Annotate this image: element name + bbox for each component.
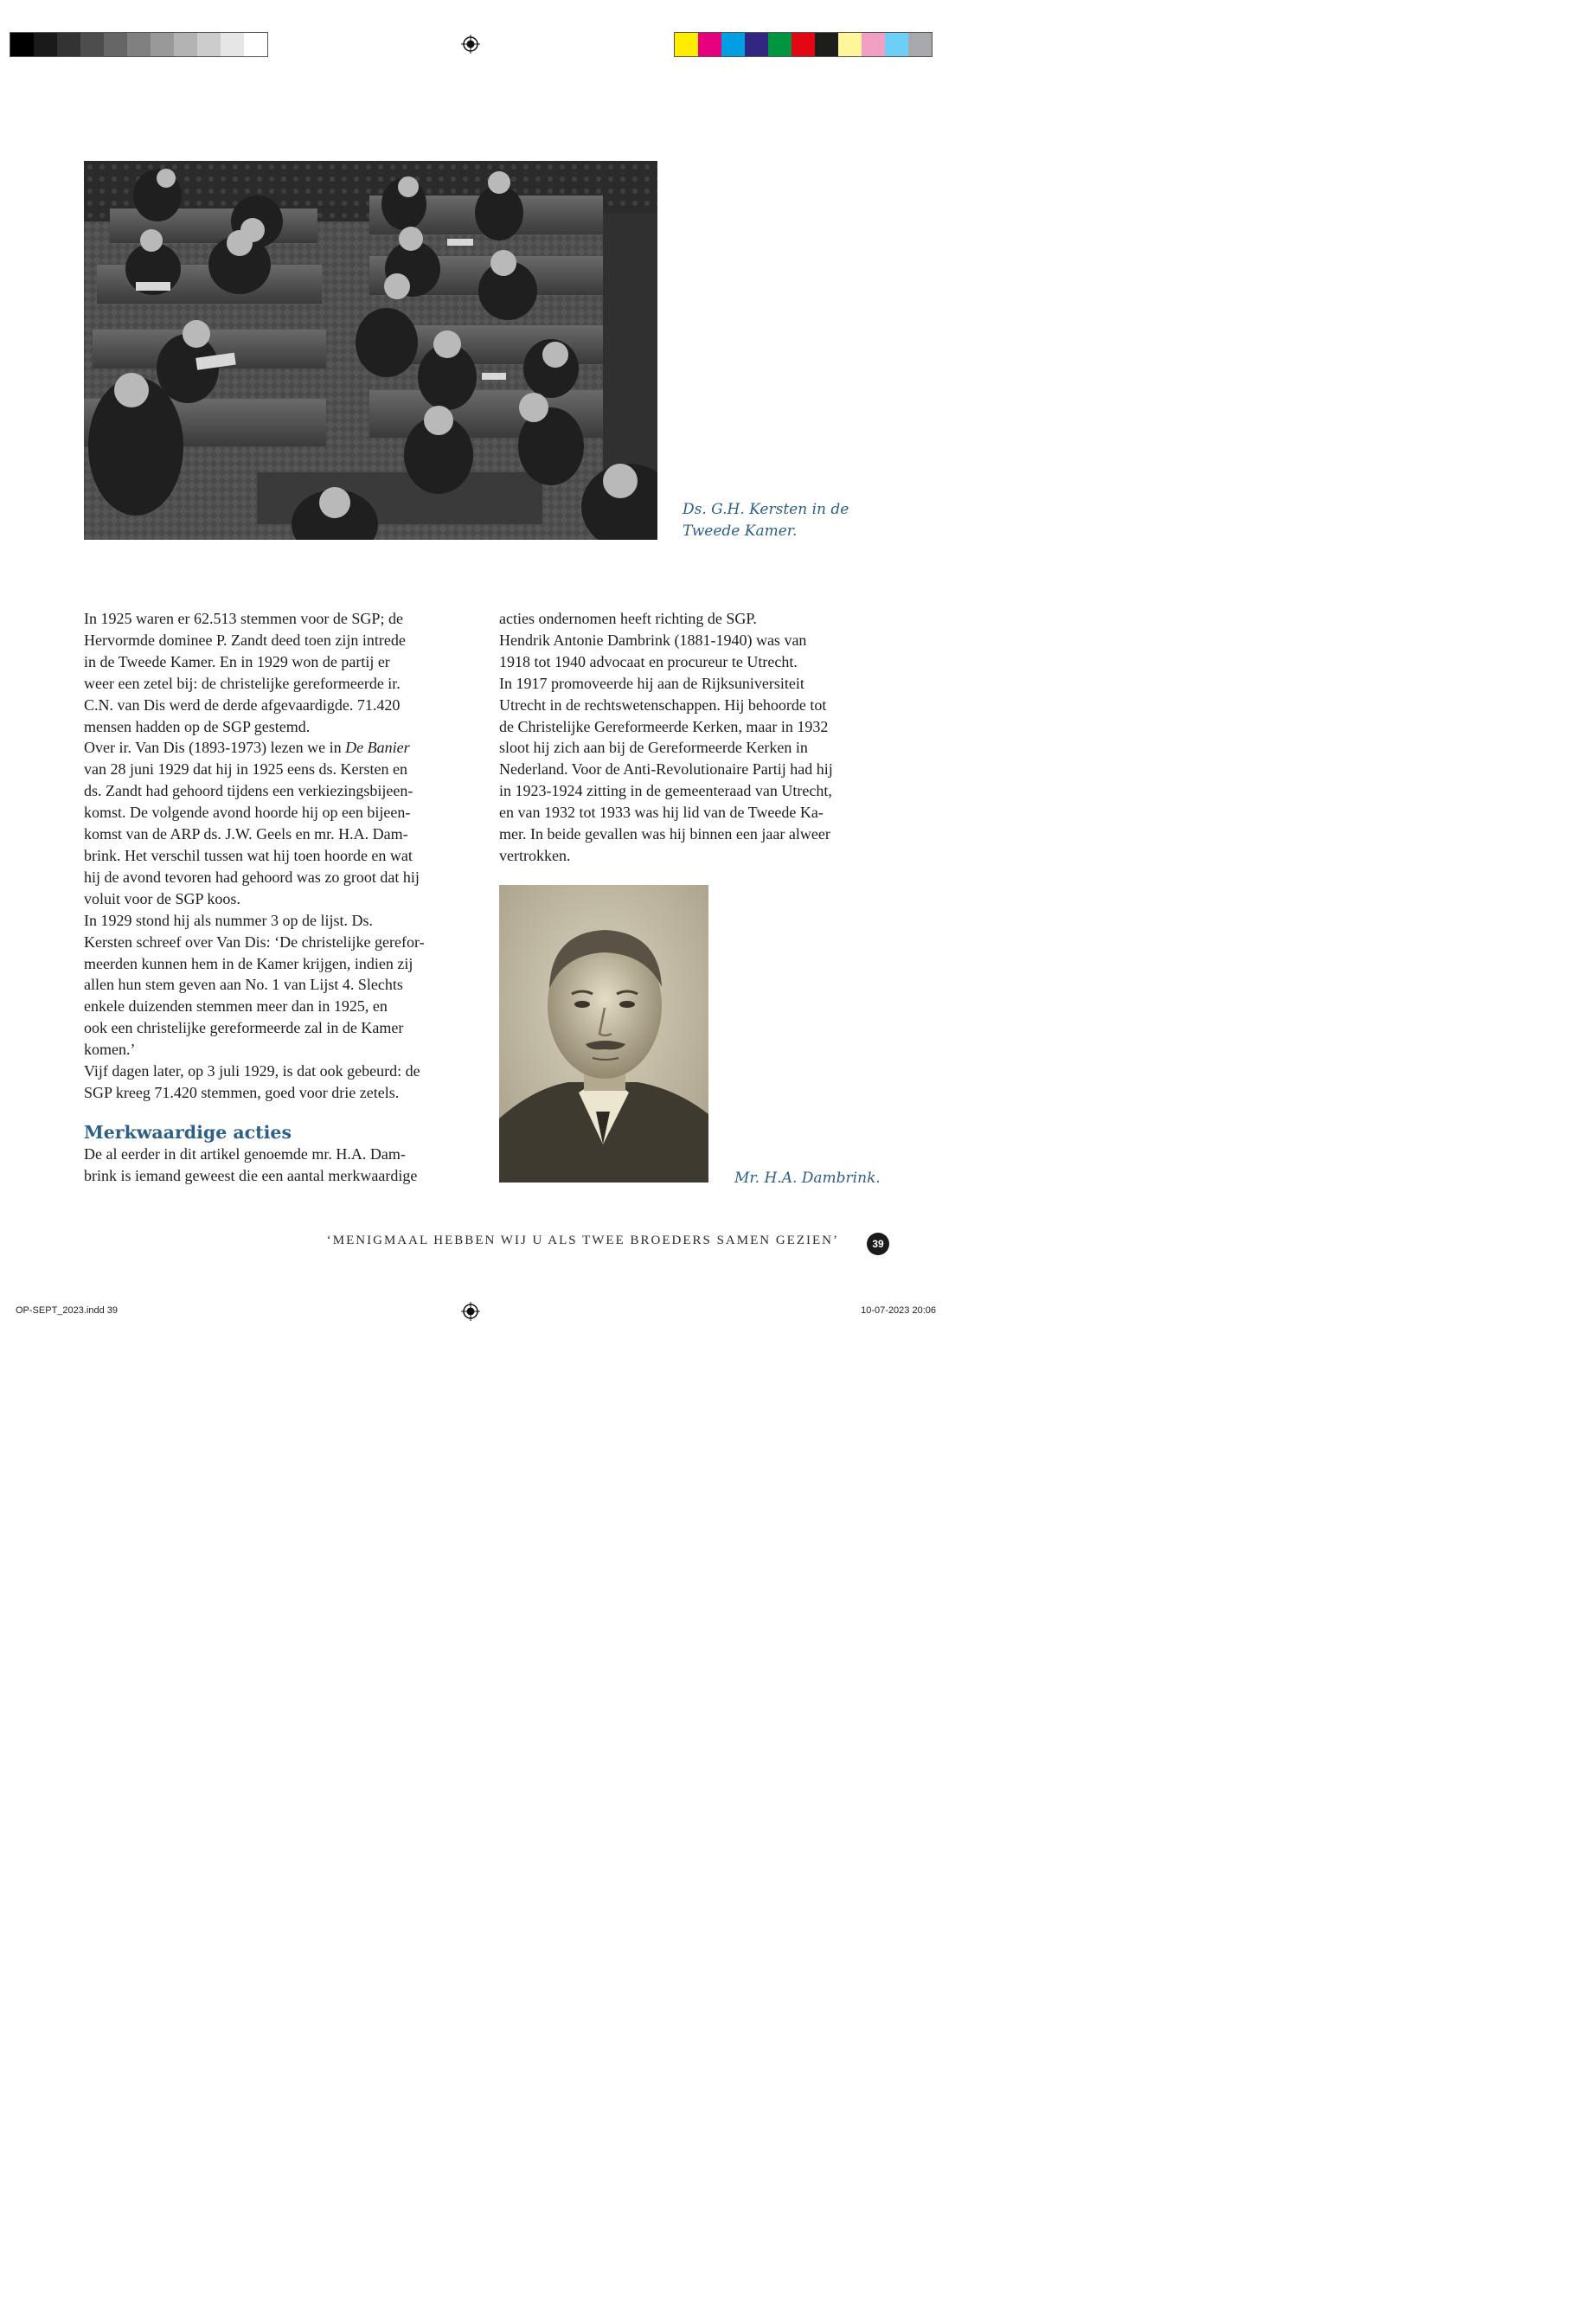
color-swatch [745, 33, 768, 56]
color-swatch [862, 33, 885, 56]
publication-title: De Banier [345, 739, 410, 757]
color-swatch [908, 33, 932, 56]
slug-file-info: OP-SEPT_2023.indd 39 [16, 1305, 119, 1316]
color-swatch [57, 33, 80, 56]
grayscale-color-bar [10, 32, 268, 57]
color-swatch [221, 33, 244, 56]
color-swatch [815, 33, 838, 56]
color-swatch [197, 33, 221, 56]
running-head: ‘MENIGMAAL HEBBEN WIJ U ALS TWEE BROEDERS SAMEN GEZIEN’ [326, 1234, 839, 1247]
color-swatch [721, 33, 745, 56]
color-swatch [768, 33, 792, 56]
right-text-column [499, 608, 906, 867]
color-swatch [151, 33, 174, 56]
color-swatch [792, 33, 815, 56]
paragraph: In 1929 stond hij als nummer 3 op de lijst. Ds. Kersten schreef over Van Dis: ‘De christelijke gerefor- meerden kunnen hem in de Kamer krijgen, indien zij allen hun stem geven aan No. 1 van Lijst 4. Slechts enkele duizenden stemmen meer dan in 1925, en ook een christelijke gereformeerde zal in de Kamer komen.’ [84, 911, 425, 1059]
color-swatch [34, 33, 57, 56]
portrait-photo [499, 885, 708, 1183]
color-swatch [244, 33, 267, 56]
registration-mark-icon [461, 1302, 480, 1321]
paragraph: In 1925 waren er 62.513 stemmen voor de SGP; de Hervormde dominee P. Zandt deed toen zijn intrede in de Tweede Kamer. En in 1929 won de partij er weer een zetel bij: de christelijke gereformeerde ir. C.N. van Dis werd de derde afgevaardigde. 71.420 mensen hadden op de SGP gestemd. [84, 610, 406, 735]
color-swatch [885, 33, 908, 56]
color-swatch [104, 33, 127, 56]
section-heading: Merkwaardige acties [84, 1121, 292, 1143]
color-swatch [675, 33, 698, 56]
paragraph: acties ondernomen heeft richting de SGP. Hendrik Antonie Dambrink (1881-1940) was van 1918 tot 1940 advocaat en procureur te Utrecht. In 1917 promoveerde hij aan de Rijksuniversiteit Utrecht in de rechtswetenschappen. Hij behoorde tot de Christelijke Gereformeerde Kerken, maar in 1932 sloot hij zich aan bij de Gereformeerde Kerken in Nederland. Voor de Anti-Revolutionaire Partij had hij in 1923-1924 zitting in de gemeenteraad van Utrecht, en van 1932 tot 1933 was hij lid van de Tweede Ka- mer. In beide gevallen was hij binnen een jaar alweer vertrokken. [499, 610, 833, 864]
parliament-photo-caption: Ds. G.H. Kersten in de Tweede Kamer. [683, 501, 849, 540]
portrait-caption: Mr. H.A. Dambrink. [734, 1170, 881, 1187]
color-swatch [80, 33, 104, 56]
color-swatch [838, 33, 862, 56]
registration-mark-icon [461, 35, 480, 54]
paragraph: De al eerder in dit artikel genoemde mr. H.A. Dam- brink is iemand geweest die een aantal merkwaardige [84, 1144, 418, 1184]
parliament-photo [84, 161, 657, 540]
left-text-column [84, 608, 482, 1187]
slug-date-time: 10-07-2023 20:06 [861, 1305, 936, 1316]
page-number: 39 [867, 1233, 889, 1255]
color-swatch [698, 33, 721, 56]
paragraph: Vijf dagen later, op 3 juli 1929, is dat ook gebeurd: de SGP kreeg 71.420 stemmen, goed voor drie zetels. [84, 1062, 420, 1101]
color-swatch [174, 33, 197, 56]
paragraph: Over ir. Van Dis (1893-1973) lezen we in De Banier van 28 juni 1929 dat hij in 1925 eens ds. Kersten en ds. Zandt had gehoord tijdens een verkiezingsbijeen- komst. De volgende avond hoorde hij op een bijeen- komst van de ARP ds. J.W. Geels en mr. H.A. Dam- brink. Het verschil tussen wat hij toen hoorde en wat hij de avond tevoren had gehoord was zo groot dat hij voluit voor de SGP koos. [84, 739, 420, 907]
process-color-bar [674, 32, 933, 57]
color-swatch [127, 33, 151, 56]
color-swatch [10, 33, 34, 56]
